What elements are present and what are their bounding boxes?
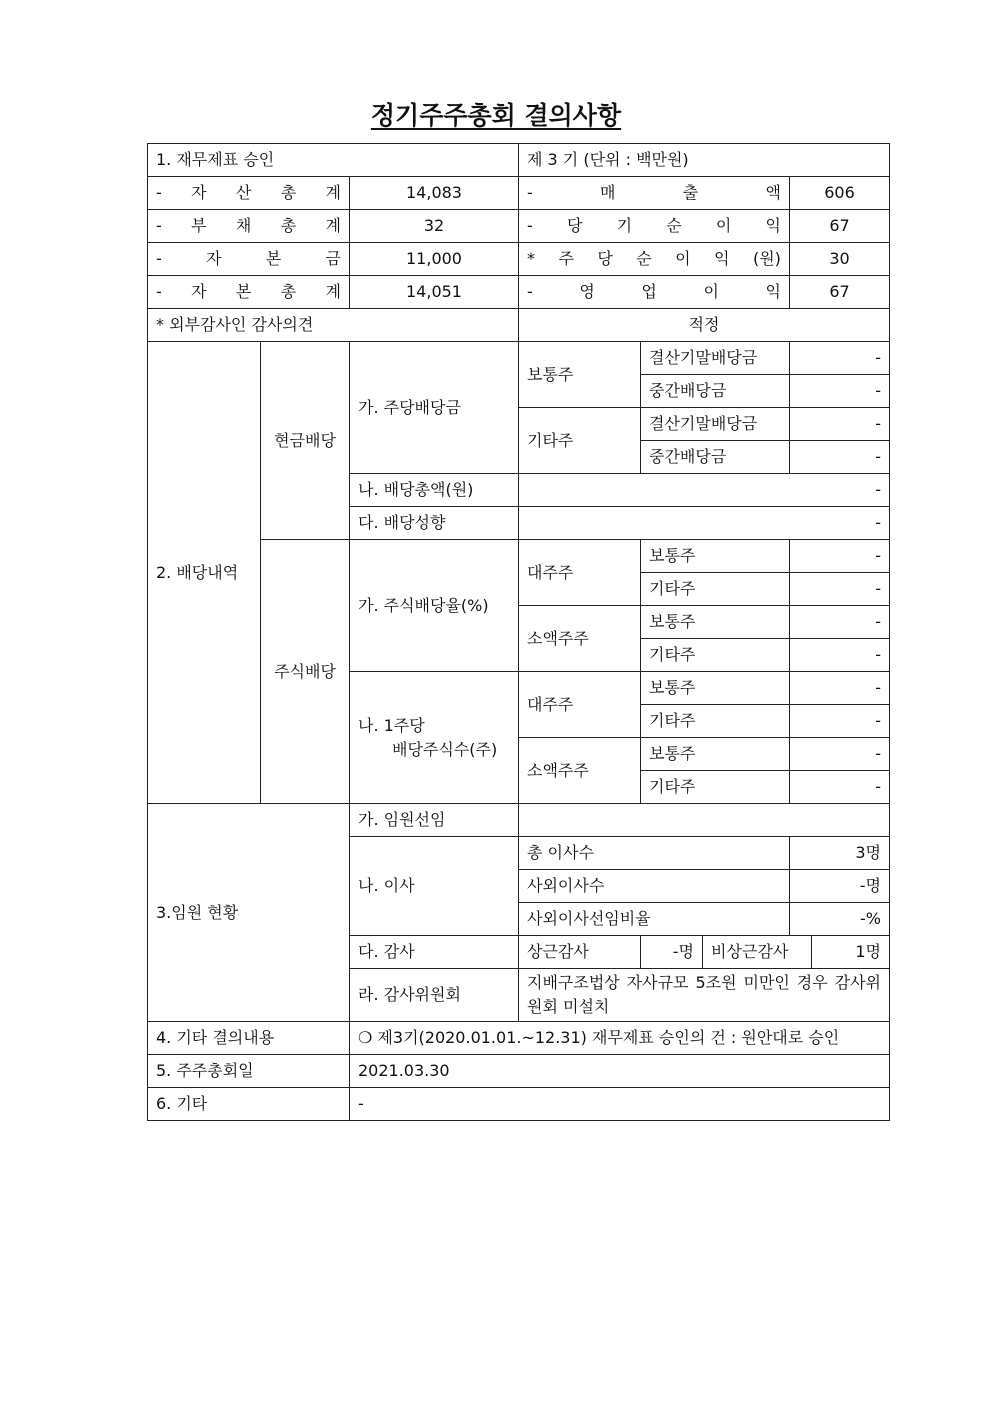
financial-item-label: - 당 기 순 이 익 [519,210,790,243]
stock-dividend-label: 주식배당 [261,540,350,804]
audit-opinion-value: 적정 [519,309,890,342]
financial-item-label: - 자 산 총 계 [148,177,350,210]
officer-election-value [519,804,890,837]
holder-group-label: 소액주주 [519,606,641,672]
financial-item-value: 606 [790,177,890,210]
cash-dividend-label: 현금배당 [261,342,350,540]
dividend-value: - [790,606,890,639]
financial-header-row [148,144,890,177]
payout-ratio-label: 다. 배당성향 [350,507,519,540]
fulltime-auditor-label: 상근감사 [519,936,641,969]
financial-item-label: - 부 채 총 계 [148,210,350,243]
outside-directors-label: 사외이사수 [519,870,790,903]
officers-row [148,804,890,837]
share-class-label: 보통주 [641,606,790,639]
other-resolution-value: ❍ 제3기(2020.01.01.~12.31) 재무제표 승인의 건 : 원안대로 승인 [350,1022,890,1055]
share-class-label: 보통주 [519,342,641,408]
other-resolution-row [148,1022,890,1055]
other-resolution-label: 4. 기타 결의내용 [148,1022,350,1055]
dividend-value: - [790,408,890,441]
dividend-value: - [790,540,890,573]
share-class-label: 보통주 [641,672,790,705]
financial-section-label: 1. 재무제표 승인 [148,144,519,177]
dividend-value: - [790,441,890,474]
financial-item-value: 11,000 [350,243,519,276]
audit-committee-value: 지배구조법상 자사규모 5조원 미만인 경우 감사위원회 미설치 [519,969,890,1022]
dividend-value: - [790,342,890,375]
outside-directors-value: -명 [790,870,890,903]
financial-item-value: 67 [790,210,890,243]
auditor-label: 다. 감사 [350,936,519,969]
share-class-label: 기타주 [641,705,790,738]
etc-value: - [350,1088,890,1121]
etc-label: 6. 기타 [148,1088,350,1121]
etc-row [148,1088,890,1121]
officer-election-label: 가. 임원선임 [350,804,519,837]
financial-row [148,243,890,276]
shares-per-share-line2: 배당주식수(주) [392,739,498,759]
financial-item-label: - 자 본 금 [148,243,350,276]
officers-section-label: 3.임원 현황 [148,804,350,1022]
outside-ratio-value: -% [790,903,890,936]
resolution-table [147,143,890,1121]
financial-item-label: - 자 본 총 계 [148,276,350,309]
financial-row [148,177,890,210]
dividend-type-label: 중간배당금 [641,441,790,474]
audit-opinion-label: * 외부감사인 감사의견 [148,309,519,342]
directors-label: 나. 이사 [350,837,519,936]
share-class-label: 보통주 [641,540,790,573]
dividend-type-label: 결산기말배당금 [641,342,790,375]
shares-per-share-label [350,672,519,804]
dividend-value: - [790,738,890,771]
outside-ratio-label: 사외이사선임비율 [519,903,790,936]
financial-period-label: 제 3 기 (단위 : 백만원) [519,144,890,177]
parttime-auditor-label: 비상근감사 [703,936,812,969]
holder-group-label: 대주주 [519,672,641,738]
audit-opinion-row [148,309,890,342]
total-directors-label: 총 이사수 [519,837,790,870]
financial-row [148,210,890,243]
dividend-type-label: 중간배당금 [641,375,790,408]
meeting-date-value: 2021.03.30 [350,1055,890,1088]
shares-per-share-line1: 나. 1주당 [358,715,425,735]
share-class-label: 기타주 [641,573,790,606]
financial-item-label: - 매 출 액 [519,177,790,210]
financial-item-value: 32 [350,210,519,243]
financial-item-value: 14,051 [350,276,519,309]
holder-group-label: 대주주 [519,540,641,606]
dividend-value: - [790,375,890,408]
financial-item-label: - 영 업 이 익 [519,276,790,309]
financial-item-value: 67 [790,276,890,309]
share-class-label: 기타주 [641,771,790,804]
dividend-value: - [790,771,890,804]
holder-group-label: 소액주주 [519,738,641,804]
fulltime-auditor-value: -명 [641,936,703,969]
dividend-section-label: 2. 배당내역 [148,342,261,804]
financial-item-value: 14,083 [350,177,519,210]
financial-row [148,276,890,309]
dividend-value: - [519,507,890,540]
document-title-text: 정기주주총회 결의사항 [370,101,622,130]
dividend-value: - [790,672,890,705]
document-title [0,96,992,132]
dividend-value: - [519,474,890,507]
meeting-date-label: 5. 주주총회일 [148,1055,350,1088]
dividend-value: - [790,639,890,672]
dividend-value: - [790,705,890,738]
cash-per-share-label: 가. 주당배당금 [350,342,519,474]
dividend-type-label: 결산기말배당금 [641,408,790,441]
dividend-row [148,342,890,375]
meeting-date-row [148,1055,890,1088]
total-directors-value: 3명 [790,837,890,870]
financial-item-label: * 주 당 순 이 익 (원) [519,243,790,276]
parttime-auditor-value: 1명 [812,936,890,969]
share-class-label: 기타주 [641,639,790,672]
dividend-value: - [790,573,890,606]
stock-rate-label: 가. 주식배당율(%) [350,540,519,672]
share-class-label: 보통주 [641,738,790,771]
share-class-label: 기타주 [519,408,641,474]
audit-committee-label: 라. 감사위원회 [350,969,519,1022]
cash-total-label: 나. 배당총액(원) [350,474,519,507]
financial-item-value: 30 [790,243,890,276]
